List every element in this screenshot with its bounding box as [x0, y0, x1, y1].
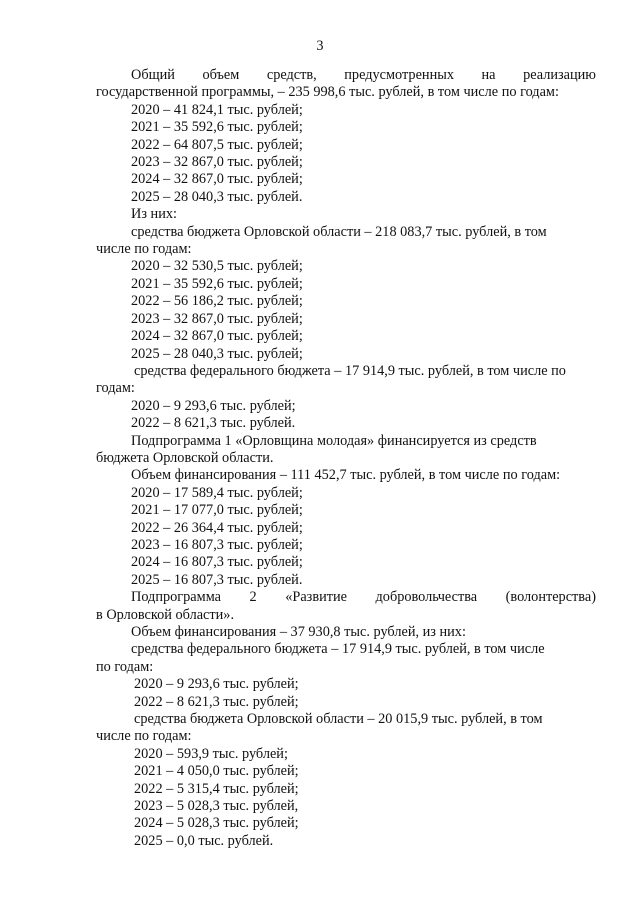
word: 2 — [249, 589, 257, 606]
word: Подпрограмма — [131, 589, 221, 606]
word: добровольчества — [375, 589, 478, 606]
subprogram1-year-line: 2024 – 16 807,3 тыс. рублей; — [131, 554, 303, 571]
subprogram2-regional-line2: числе по годам: — [96, 728, 192, 745]
federal-year-line: 2022 – 8 621,3 тыс. рублей. — [131, 415, 296, 432]
federal-budget-line2: годам: — [96, 380, 135, 397]
subprogram1-year-line: 2023 – 16 807,3 тыс. рублей; — [131, 536, 303, 553]
regional-budget-line: средства бюджета Орловской области – 218 083,7 тыс. рублей, в том — [131, 223, 547, 240]
total-year-line: 2021 – 35 592,6 тыс. рублей; — [131, 119, 303, 136]
total-year-line: 2022 – 64 807,5 тыс. рублей; — [131, 136, 303, 153]
subprogram2-regional-year-line: 2025 – 0,0 тыс. рублей. — [134, 832, 274, 849]
subprogram2-regional-year-line: 2023 – 5 028,3 тыс. рублей, — [134, 798, 299, 815]
subprogram2-federal-year-line: 2022 – 8 621,3 тыс. рублей; — [134, 693, 299, 710]
regional-year-line: 2025 – 28 040,3 тыс. рублей; — [131, 345, 303, 362]
word: предусмотренных — [344, 67, 454, 83]
subprogram2-title-line — [96, 589, 596, 606]
word: средств, — [266, 67, 317, 83]
regional-year-line: 2023 – 32 867,0 тыс. рублей; — [131, 310, 303, 327]
subprogram1-volume: Объем финансирования – 111 452,7 тыс. рублей, в том числе по годам: — [131, 467, 561, 484]
subprogram2-federal-year-line: 2020 – 9 293,6 тыс. рублей; — [134, 676, 299, 693]
word: реализацию — [523, 67, 596, 83]
of-them-label: Из них: — [131, 206, 177, 223]
regional-year-line: 2020 – 32 530,5 тыс. рублей; — [131, 258, 303, 275]
total-intro-line — [96, 67, 596, 84]
subprogram2-regional-line: средства бюджета Орловской области – 20 015,9 тыс. рублей, в том — [134, 711, 543, 728]
regional-year-line: 2021 – 35 592,6 тыс. рублей; — [131, 275, 303, 292]
total-year-line: 2023 – 32 867,0 тыс. рублей; — [131, 154, 303, 171]
subprogram2-regional-year-line: 2022 – 5 315,4 тыс. рублей; — [134, 780, 299, 797]
subprogram1-year-line: 2025 – 16 807,3 тыс. рублей. — [131, 571, 303, 588]
total-intro-line2: государственной программы, – 235 998,6 тыс. рублей, в том числе по годам: — [96, 84, 559, 101]
total-year-line: 2020 – 41 824,1 тыс. рублей; — [131, 101, 303, 118]
subprogram2-regional-year-line: 2024 – 5 028,3 тыс. рублей; — [134, 815, 299, 832]
total-year-line: 2025 – 28 040,3 тыс. рублей. — [131, 188, 303, 205]
word: «Развитие — [285, 589, 347, 606]
subprogram2-federal-line2: по годам: — [96, 658, 154, 675]
word: объем — [202, 67, 240, 83]
word: Общий — [131, 67, 175, 83]
total-year-line: 2024 – 32 867,0 тыс. рублей; — [131, 171, 303, 188]
regional-year-line: 2024 – 32 867,0 тыс. рублей; — [131, 328, 303, 345]
federal-budget-line: средства федерального бюджета – 17 914,9 тыс. рублей, в том числе по — [134, 362, 566, 379]
subprogram1-year-line: 2021 – 17 077,0 тыс. рублей; — [131, 502, 303, 519]
subprogram1-line2: бюджета Орловской области. — [96, 449, 274, 466]
regional-budget-line2: числе по годам: — [96, 241, 192, 258]
subprogram2-title-line2: в Орловской области». — [96, 606, 235, 623]
page-number: 3 — [316, 38, 324, 54]
subprogram1-line: Подпрограмма 1 «Орловщина молодая» финансируется из средств — [131, 432, 537, 449]
subprogram2-federal-line: средства федерального бюджета – 17 914,9 тыс. рублей, в том числе — [131, 641, 545, 658]
subprogram1-year-line: 2020 – 17 589,4 тыс. рублей; — [131, 484, 303, 501]
subprogram2-regional-year-line: 2020 – 593,9 тыс. рублей; — [134, 745, 288, 762]
word: на — [481, 67, 496, 83]
regional-year-line: 2022 – 56 186,2 тыс. рублей; — [131, 293, 303, 310]
federal-year-line: 2020 – 9 293,6 тыс. рублей; — [131, 397, 296, 414]
word: (волонтерства) — [505, 589, 596, 606]
subprogram2-regional-year-line: 2021 – 4 050,0 тыс. рублей; — [134, 763, 299, 780]
document-body — [96, 67, 596, 850]
subprogram2-volume: Объем финансирования – 37 930,8 тыс. рублей, из них: — [131, 624, 466, 640]
subprogram1-year-line: 2022 – 26 364,4 тыс. рублей; — [131, 519, 303, 536]
